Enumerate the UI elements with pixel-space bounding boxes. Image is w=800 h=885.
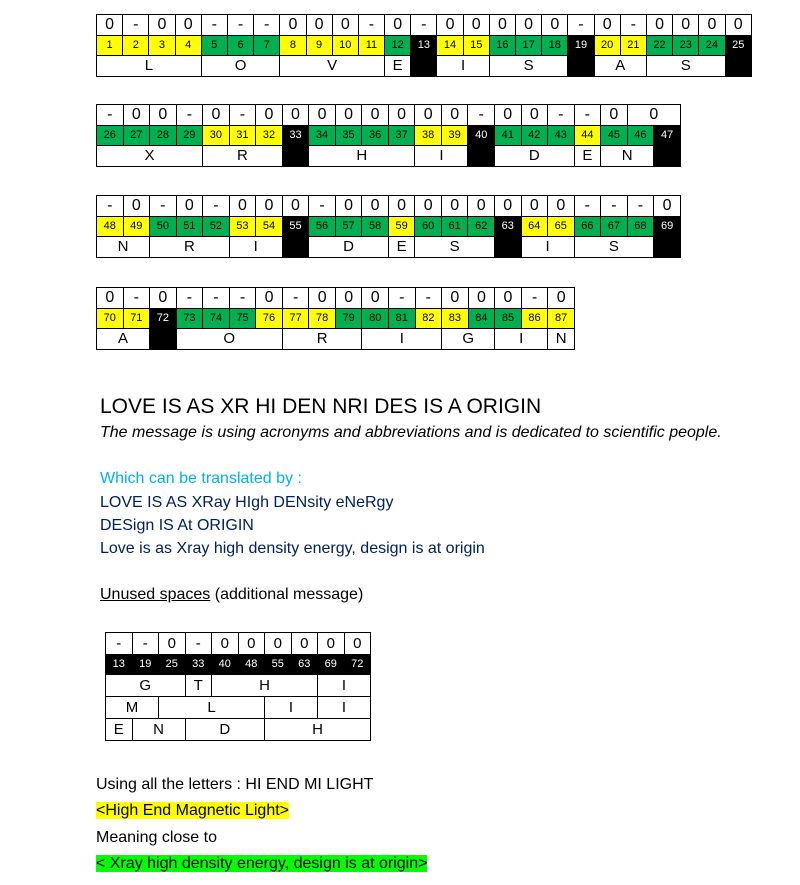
marker-cell: 0 (646, 15, 672, 36)
marker-cell: 0 (335, 196, 362, 217)
decoded-headline: LOVE IS AS XR HI DEN NRI DES IS A ORIGIN (100, 395, 542, 418)
marker-cell: 0 (494, 105, 521, 126)
unused-marker-cell: 0 (159, 633, 186, 655)
letter-cell: R (282, 329, 362, 350)
number-cell: 76 (256, 309, 283, 329)
number-cell: 83 (442, 309, 469, 329)
number-cell: 20 (594, 36, 620, 56)
number-cell: 41 (494, 126, 521, 146)
marker-cell: - (203, 196, 230, 217)
number-cell: 34 (309, 126, 336, 146)
translation-line-2: DESign IS At ORIGIN (100, 517, 254, 534)
number-cell: 59 (388, 217, 415, 237)
number-cell: 73 (176, 309, 203, 329)
number-cell: 46 (627, 126, 654, 146)
marker-cell: - (227, 15, 253, 36)
number-cell: 15 (463, 36, 489, 56)
number-cell: 68 (627, 217, 654, 237)
blank-cell (568, 56, 594, 77)
marker-cell: 0 (495, 288, 522, 309)
marker-row (97, 15, 752, 36)
puzzle-table-3 (96, 195, 681, 258)
number-cell: 57 (335, 217, 362, 237)
marker-cell: - (229, 288, 256, 309)
unused-number-cell: 19 (132, 655, 159, 675)
translation-label: Which can be translated by : (100, 470, 302, 487)
unused-letter-cell: L (159, 697, 265, 719)
unused-spaces-label: Unused spaces (100, 586, 211, 603)
unused-letter-cell: H (265, 719, 371, 741)
number-cell: 33 (282, 126, 309, 146)
number-cell: 35 (335, 126, 362, 146)
number-cell: 67 (601, 217, 628, 237)
conclusion-phrase (96, 802, 289, 820)
marker-cell: 0 (282, 196, 309, 217)
marker-cell: - (389, 288, 416, 309)
letter-cell: I (521, 237, 574, 258)
marker-cell: 0 (362, 105, 389, 126)
marker-cell: - (548, 105, 575, 126)
marker-cell: 0 (437, 15, 463, 36)
unused-marker-cell: 0 (238, 633, 265, 655)
high-end-magnetic-light-highlight: <High End Magnetic Light> (96, 802, 290, 819)
marker-cell: 0 (97, 288, 124, 309)
letter-cell: E (574, 146, 601, 167)
unused-marker-cell: - (132, 633, 159, 655)
unused-number-cell: 33 (185, 655, 212, 675)
number-cell: 2 (123, 36, 149, 56)
letter-row (97, 146, 681, 167)
marker-cell: 0 (388, 105, 415, 126)
unused-number-cell: 40 (212, 655, 239, 675)
unused-letter-row (106, 675, 371, 697)
conclusion-meaning (96, 855, 427, 873)
number-cell: 37 (388, 126, 415, 146)
marker-cell: 0 (468, 288, 495, 309)
unused-letter-cell: N (132, 719, 185, 741)
number-cell: 77 (282, 309, 309, 329)
number-cell: 38 (415, 126, 442, 146)
number-cell: 16 (489, 36, 515, 56)
unused-number-cell: 63 (291, 655, 318, 675)
number-cell: 82 (415, 309, 442, 329)
unused-number-row (106, 655, 371, 675)
number-cell: 36 (362, 126, 389, 146)
marker-cell: 0 (97, 15, 123, 36)
marker-cell: - (309, 196, 336, 217)
letter-cell: I (229, 237, 282, 258)
letter-cell: E (385, 56, 411, 77)
marker-cell: 0 (594, 15, 620, 36)
number-cell: 18 (542, 36, 568, 56)
number-cell: 64 (521, 217, 548, 237)
blank-cell (654, 146, 681, 167)
letter-cell: I (415, 146, 468, 167)
marker-cell: 0 (601, 105, 628, 126)
number-cell: 9 (306, 36, 332, 56)
number-cell: 84 (468, 309, 495, 329)
number-row (97, 36, 752, 56)
marker-cell: - (620, 15, 646, 36)
marker-cell: 0 (673, 15, 699, 36)
unused-number-cell: 25 (159, 655, 186, 675)
marker-cell: - (282, 288, 309, 309)
letter-cell: D (309, 237, 389, 258)
number-cell: 1 (97, 36, 123, 56)
marker-cell: 0 (441, 196, 468, 217)
marker-cell: - (627, 196, 654, 217)
marker-cell: 0 (725, 15, 752, 36)
marker-cell: 0 (280, 15, 306, 36)
marker-cell: - (123, 288, 150, 309)
number-cell: 56 (309, 217, 336, 237)
unused-marker-row (106, 633, 371, 655)
blank-cell (282, 237, 309, 258)
letter-cell: I (437, 56, 489, 77)
number-cell: 45 (601, 126, 628, 146)
number-cell: 13 (411, 36, 437, 56)
marker-cell: - (97, 105, 124, 126)
marker-cell: 0 (335, 288, 362, 309)
unused-marker-cell: - (106, 633, 133, 655)
marker-row (97, 288, 575, 309)
letter-cell: S (489, 56, 568, 77)
letter-row (97, 329, 575, 350)
number-cell: 19 (568, 36, 594, 56)
unused-letter-row (106, 719, 371, 741)
letter-cell: S (415, 237, 495, 258)
blank-cell (725, 56, 752, 77)
number-cell: 23 (673, 36, 699, 56)
unused-marker-cell: - (185, 633, 212, 655)
number-cell: 53 (229, 217, 256, 237)
marker-cell: 0 (123, 105, 150, 126)
number-cell: 27 (123, 126, 150, 146)
number-cell: 40 (468, 126, 495, 146)
number-cell: 5 (201, 36, 227, 56)
letter-cell: D (494, 146, 574, 167)
unused-number-cell: 55 (265, 655, 292, 675)
number-cell: 63 (494, 217, 521, 237)
number-cell: 69 (654, 217, 681, 237)
unused-number-cell: 69 (318, 655, 345, 675)
letter-cell: N (601, 146, 654, 167)
translation-line-1: LOVE IS AS XRay HIgh DENsity eNeRgy (100, 494, 394, 511)
marker-cell: - (415, 288, 442, 309)
conclusion-letters: Using all the letters : HI END MI LIGHT (96, 776, 374, 793)
unused-letter-cell: I (318, 675, 371, 697)
marker-cell: 0 (489, 15, 515, 36)
letter-row (97, 237, 681, 258)
letter-cell: V (280, 56, 385, 77)
marker-cell: 0 (494, 196, 521, 217)
unused-marker-cell: 0 (318, 633, 345, 655)
number-cell: 28 (150, 126, 177, 146)
blank-cell (411, 56, 437, 77)
letter-cell: X (97, 146, 203, 167)
number-cell: 8 (280, 36, 306, 56)
marker-cell: - (203, 288, 230, 309)
letter-cell: I (362, 329, 442, 350)
marker-cell: 0 (335, 105, 362, 126)
number-row (97, 126, 681, 146)
letter-cell: G (442, 329, 495, 350)
unused-marker-cell: 0 (265, 633, 292, 655)
number-cell: 6 (227, 36, 253, 56)
acronym-note: The message is using acronyms and abbreviations and is dedicated to scientific people. (100, 424, 722, 441)
number-cell: 50 (150, 217, 177, 237)
number-cell: 66 (574, 217, 601, 237)
number-row (97, 309, 575, 329)
number-row (97, 217, 681, 237)
unused-spaces-suffix: (additional message) (210, 586, 364, 603)
marker-cell: - (574, 105, 601, 126)
marker-cell: - (254, 15, 280, 36)
number-cell: 17 (516, 36, 542, 56)
marker-cell: 0 (256, 105, 283, 126)
marker-row (97, 105, 681, 126)
marker-cell: 0 (388, 196, 415, 217)
marker-cell: 0 (548, 196, 575, 217)
marker-cell: 0 (468, 196, 495, 217)
marker-cell: - (229, 105, 256, 126)
number-cell: 55 (282, 217, 309, 237)
number-cell: 74 (203, 309, 230, 329)
marker-cell: 0 (306, 15, 332, 36)
number-cell: 21 (620, 36, 646, 56)
unused-marker-cell: 0 (212, 633, 239, 655)
number-cell: 14 (437, 36, 463, 56)
number-cell: 78 (309, 309, 336, 329)
marker-cell: - (568, 15, 594, 36)
letter-cell: N (548, 329, 575, 350)
number-cell: 80 (362, 309, 389, 329)
number-cell: 29 (176, 126, 203, 146)
letter-cell: N (97, 237, 150, 258)
marker-cell: - (150, 196, 177, 217)
marker-cell: - (97, 196, 124, 217)
puzzle-table-2 (96, 104, 681, 167)
letter-cell: A (594, 56, 646, 77)
marker-cell: - (411, 15, 437, 36)
letter-cell: R (150, 237, 230, 258)
blank-cell (282, 146, 309, 167)
marker-cell: 0 (415, 105, 442, 126)
marker-cell: 0 (256, 196, 283, 217)
number-cell: 42 (521, 126, 548, 146)
marker-cell: 0 (548, 288, 575, 309)
marker-cell: 0 (516, 15, 542, 36)
number-cell: 7 (254, 36, 280, 56)
number-cell: 51 (176, 217, 203, 237)
marker-cell: 0 (282, 105, 309, 126)
number-cell: 31 (229, 126, 256, 146)
marker-cell: - (176, 288, 203, 309)
unused-letter-row (106, 697, 371, 719)
marker-cell: 0 (149, 15, 175, 36)
marker-cell: - (574, 196, 601, 217)
number-cell: 4 (175, 36, 201, 56)
marker-cell: 0 (150, 288, 177, 309)
marker-cell: 0 (309, 288, 336, 309)
letter-cell: O (176, 329, 282, 350)
number-cell: 3 (149, 36, 175, 56)
number-cell: 24 (699, 36, 725, 56)
blank-cell (494, 237, 521, 258)
marker-cell: 0 (176, 196, 203, 217)
number-cell: 49 (123, 217, 150, 237)
unused-letter-cell: M (106, 697, 159, 719)
marker-cell: 0 (521, 196, 548, 217)
unused-letter-cell: E (106, 719, 133, 741)
unused-letter-cell: D (185, 719, 265, 741)
number-cell: 85 (495, 309, 522, 329)
marker-cell: 0 (362, 196, 389, 217)
number-cell: 70 (97, 309, 124, 329)
number-cell: 22 (646, 36, 672, 56)
letter-cell: L (97, 56, 202, 77)
marker-cell: 0 (442, 288, 469, 309)
marker-cell: 0 (542, 15, 568, 36)
marker-cell: 0 (150, 105, 177, 126)
conclusion-meaning-label: Meaning close to (96, 829, 217, 846)
number-cell: 12 (385, 36, 411, 56)
unused-number-cell: 72 (344, 655, 371, 675)
number-cell: 32 (256, 126, 283, 146)
number-cell: 25 (725, 36, 752, 56)
number-cell: 43 (548, 126, 575, 146)
marker-cell: 0 (203, 105, 230, 126)
marker-cell: 0 (256, 288, 283, 309)
number-cell: 54 (256, 217, 283, 237)
unused-letter-cell: H (212, 675, 318, 697)
letter-cell: H (309, 146, 415, 167)
translation-line-3: Love is as Xray high density energy, design is at origin (100, 540, 485, 557)
puzzle-table-4 (96, 287, 575, 350)
marker-cell: - (468, 105, 495, 126)
number-cell: 11 (358, 36, 384, 56)
unused-letter-cell: T (185, 675, 212, 697)
number-cell: 44 (574, 126, 601, 146)
marker-cell: 0 (521, 105, 548, 126)
unused-spaces-heading (100, 586, 363, 604)
marker-cell: 0 (175, 15, 201, 36)
number-cell: 72 (150, 309, 177, 329)
marker-cell: 0 (385, 15, 411, 36)
number-cell: 58 (362, 217, 389, 237)
number-cell: 47 (654, 126, 681, 146)
puzzle-table-1 (96, 14, 752, 77)
marker-cell: - (176, 105, 203, 126)
number-cell: 75 (229, 309, 256, 329)
marker-cell: 0 (123, 196, 150, 217)
xray-meaning-highlight: < Xray high density energy, design is at origin> (96, 855, 428, 872)
blank-cell (468, 146, 495, 167)
unused-spaces-table (105, 632, 371, 741)
number-cell: 39 (441, 126, 468, 146)
blank-cell (654, 237, 681, 258)
letter-cell: R (203, 146, 283, 167)
number-cell: 81 (389, 309, 416, 329)
letter-cell: E (388, 237, 415, 258)
marker-cell: 0 (309, 105, 336, 126)
marker-cell: 0 (415, 196, 442, 217)
marker-cell: - (201, 15, 227, 36)
unused-number-cell: 13 (106, 655, 133, 675)
marker-cell: - (123, 15, 149, 36)
number-cell: 86 (521, 309, 548, 329)
number-cell: 65 (548, 217, 575, 237)
marker-cell: 0 (332, 15, 358, 36)
number-cell: 10 (332, 36, 358, 56)
number-cell: 30 (203, 126, 230, 146)
letter-cell: A (97, 329, 150, 350)
letter-cell: S (574, 237, 654, 258)
marker-cell: - (521, 288, 548, 309)
number-cell: 61 (441, 217, 468, 237)
unused-number-cell: 48 (238, 655, 265, 675)
marker-cell: 0 (699, 15, 725, 36)
letter-cell: I (495, 329, 548, 350)
marker-row (97, 196, 681, 217)
letter-cell: S (646, 56, 725, 77)
marker-cell: 0 (362, 288, 389, 309)
number-cell: 62 (468, 217, 495, 237)
letter-cell: O (201, 56, 280, 77)
marker-cell: - (601, 196, 628, 217)
number-cell: 26 (97, 126, 124, 146)
number-cell: 71 (123, 309, 150, 329)
number-cell: 79 (335, 309, 362, 329)
letter-row (97, 56, 752, 77)
number-cell: 52 (203, 217, 230, 237)
unused-letter-cell: G (106, 675, 186, 697)
unused-letter-cell: I (318, 697, 371, 719)
blank-cell (150, 329, 177, 350)
number-cell: 60 (415, 217, 442, 237)
marker-cell: 0 (463, 15, 489, 36)
marker-cell: 0 (229, 196, 256, 217)
unused-letter-cell: I (265, 697, 318, 719)
marker-cell: 0 (654, 196, 681, 217)
number-cell: 48 (97, 217, 124, 237)
marker-cell: 0 (627, 105, 680, 126)
marker-cell: 0 (441, 105, 468, 126)
marker-cell: - (358, 15, 384, 36)
unused-marker-cell: 0 (344, 633, 371, 655)
unused-marker-cell: 0 (291, 633, 318, 655)
number-cell: 87 (548, 309, 575, 329)
